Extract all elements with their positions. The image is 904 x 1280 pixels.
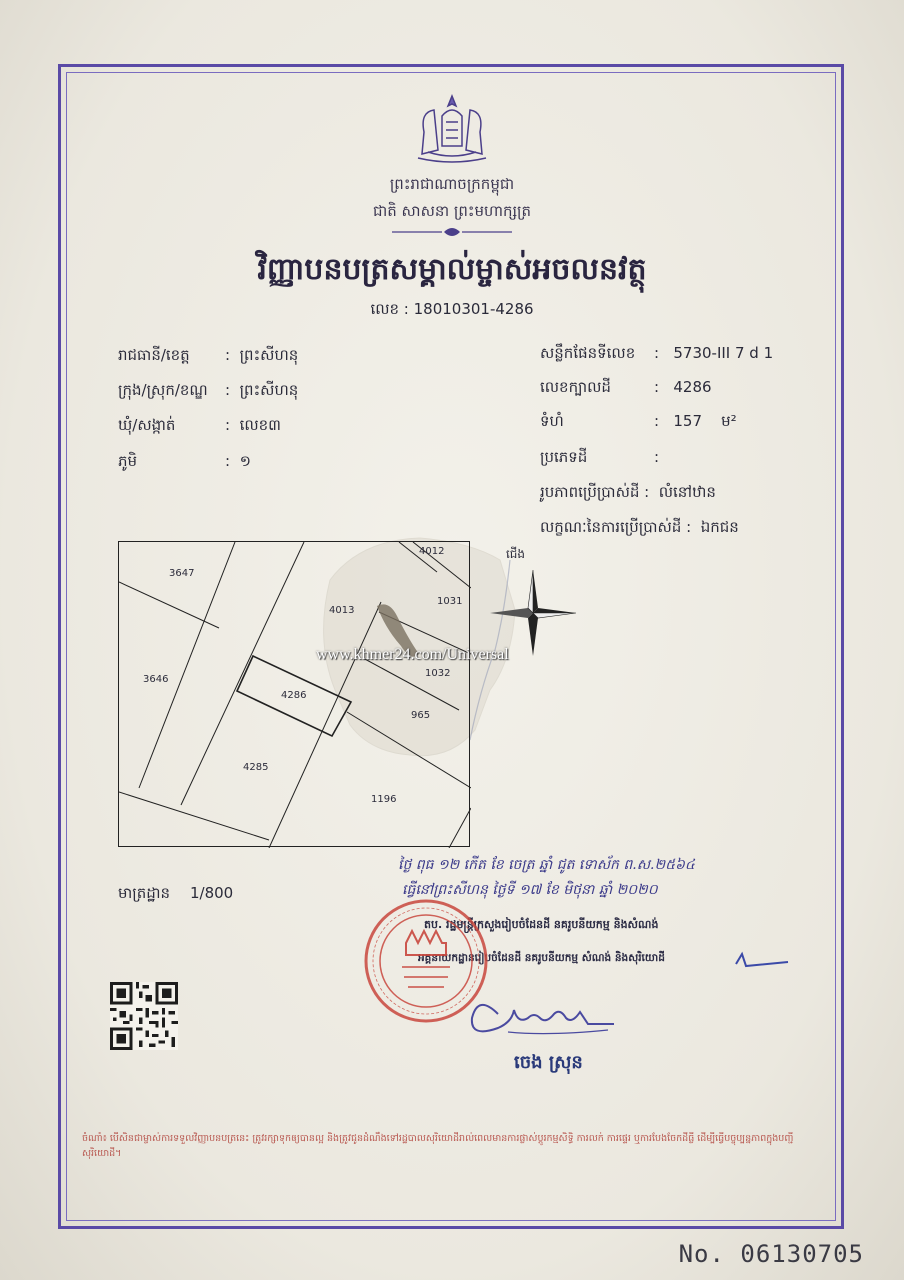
field-map-sheet-label: សន្លឹកផែនទីលេខ [540, 344, 636, 362]
colon: : [403, 300, 414, 318]
signatory-department: អគ្គនាយកដ្ឋានរៀបចំដែនដី នគរូបនីយកម្ម សំណង់ និងសុរិយោដី [418, 952, 665, 964]
field-district-label: ក្រុង/ស្រុក/ខណ្ឌ [118, 381, 208, 399]
royal-emblem-icon [410, 92, 494, 168]
cadastral-plan [118, 541, 470, 847]
field-commune-value: : លេខ៣ [225, 416, 281, 434]
field-area-value: : 157 ម² [654, 412, 737, 430]
qr-code [110, 982, 178, 1050]
parcel-label: 4012 [419, 546, 445, 557]
signatory-name: ចេង ស្រុន [514, 1052, 583, 1073]
ornament-divider [392, 226, 512, 238]
solar-date: ធ្វើនៅព្រះសីហនុ ថ្ងៃទី ១៧ ខែ មិថុនា ឆ្នាំ ២០២០ [402, 882, 658, 898]
parcel-label: 965 [411, 710, 431, 721]
parcel-label: 1196 [371, 794, 397, 805]
parcel-label: 1032 [425, 668, 451, 679]
footer-note: ចំណាំ៖ បើសិនជាម្ចាស់ការទទួលវិញ្ញាបនបត្រនេះ ត្រូវរក្សាទុកឲ្យបានល្អ និងត្រូវជូនដំណឹងទៅរដ្ឋបាលសុរិយោដីរាល់ពេលមានការផ្លាស់ប្តូរកម្មសិទ្ធិ ការលក់ ការផ្ទេរ ឬការបែងចែកដីធ្លី ដើម្បីធ្វើបច្ចុប្បន្នភាពក្នុងបញ្ជីសុរិយោដី។ [82, 1133, 794, 1159]
document-title: វិញ្ញាបនបត្រសម្គាល់ម្ចាស់អចលនវត្ថុ [257, 252, 647, 287]
field-map-sheet-value: : 5730-III 7 d 1 [654, 344, 774, 362]
field-land-use-value: លំនៅឋាន [658, 483, 716, 501]
parcel-label: 4013 [329, 605, 355, 616]
scale-label: មាត្រដ្ឋាន [118, 884, 171, 902]
national-motto: ជាតិ សាសនា ព្រះមហាក្សត្រ [372, 202, 532, 220]
serial-number: No. 06130705 [678, 1240, 864, 1268]
field-parcel-label: លេខក្បាលដី [540, 378, 611, 396]
parcel-label: 1031 [437, 596, 463, 607]
kingdom-heading: ព្រះរាជាណាចក្រកម្ពុជា [389, 175, 515, 193]
certificate-number-label: លេខ [370, 300, 400, 318]
field-land-type-value: : [654, 448, 674, 466]
field-commune-label: ឃុំ/សង្កាត់ [118, 416, 176, 434]
field-area-label: ទំហំ [540, 412, 564, 430]
field-province-label: រាជធានី/ខេត្ត [118, 346, 190, 364]
field-land-use-label: រូបភាពប្រើប្រាស់ដី : លំនៅឋាន [540, 483, 716, 501]
north-label: ជើង [506, 547, 526, 561]
parcel-label: 3646 [143, 674, 169, 685]
field-province-value: : ព្រះសីហនុ [225, 346, 299, 364]
parcel-label-highlighted: 4286 [281, 690, 307, 701]
field-parcel-value: : 4286 [654, 378, 712, 396]
compass-rose-icon [488, 568, 578, 658]
scale-value: 1/800 [190, 884, 234, 902]
field-land-type-label: ប្រភេទដី [540, 448, 588, 466]
field-land-character-value: ឯកជន [700, 518, 739, 536]
certificate-number-value: 18010301-4286 [413, 300, 534, 318]
initial-mark [732, 950, 792, 970]
field-village-label: ភូមិ [118, 452, 138, 470]
parcel-label: 3647 [169, 568, 195, 579]
signatory-title: តប. រដ្ឋមន្ត្រីក្រសួងរៀបចំដែនដី នគរូបនីយកម្ម និងសំណង់ [424, 918, 659, 931]
area-unit: ម² [721, 412, 737, 430]
handwritten-signature [468, 984, 618, 1044]
field-land-character-label: លក្ខណៈនៃការប្រើប្រាស់ដី : ឯកជន [540, 518, 739, 536]
certificate-number-row [0, 300, 904, 322]
lunar-date: ថ្ងៃ ពុធ ១២ កើត ខែ ចេត្រ ឆ្នាំ ជូត ទោស័ក ព.ស.២៥៦៤ [398, 857, 695, 873]
field-village-value: : ១ [225, 452, 251, 470]
field-district-value: : ព្រះសីហនុ [225, 381, 299, 399]
parcel-label: 4285 [243, 762, 269, 773]
watermark-text: www.khmer24.com/Universal [316, 646, 509, 663]
